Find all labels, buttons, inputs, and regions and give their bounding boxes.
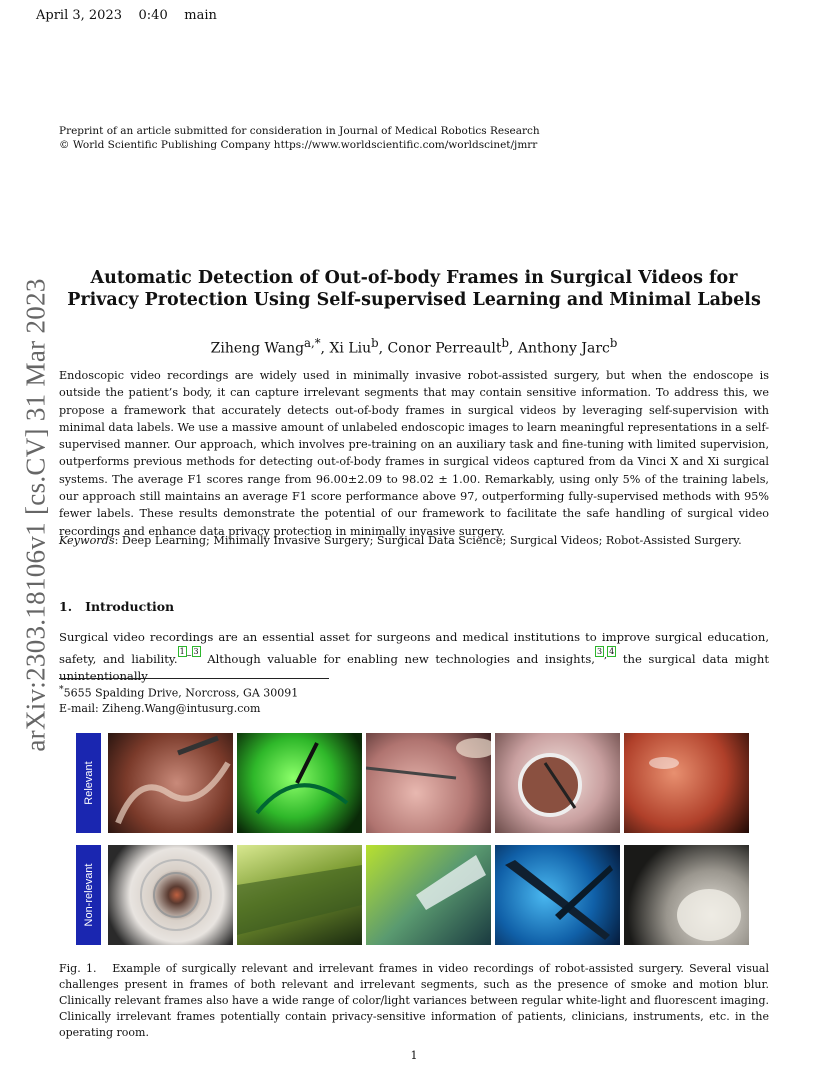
header-date: April 3, 2023 — [36, 8, 122, 23]
frame-image — [495, 845, 620, 945]
caption-text: Example of surgically relevant and irrelevant frames in video recordings of robot-assisted surgery. Several visual challenges present in frames of both relevant and irrelevant segments, such as the presence of smoke and motion blur. Clinically relevant frames also have a wide range of color/light variances between regular white-light and fluorescent imaging. Clinically irrelevant frames potentially contain privacy-sensitive information of patients, clinicians, instruments, etc. in the operating room. — [59, 962, 769, 1039]
footnote-address: 5655 Spalding Drive, Norcross, GA 30091 — [63, 686, 299, 700]
footnote-rule — [59, 678, 329, 679]
intro-paragraph — [59, 629, 769, 685]
citation-link[interactable]: 3 — [596, 647, 603, 656]
author-affiliation: b — [609, 336, 618, 350]
citation-link[interactable]: 3 — [193, 647, 199, 656]
section-number: 1. — [59, 599, 73, 614]
frame-graphic — [495, 845, 620, 945]
running-header — [36, 8, 217, 23]
author-name: Conor Perreault — [387, 340, 502, 357]
frame-image — [108, 733, 233, 833]
frame-graphic — [366, 845, 491, 945]
frame-graphic — [108, 845, 233, 945]
footnote-mark: * — [59, 684, 64, 695]
frame-image — [366, 733, 491, 833]
author-separator: , — [378, 340, 388, 357]
citation-link[interactable]: 4 — [609, 647, 615, 656]
frame-graphic — [624, 733, 749, 833]
keywords — [59, 534, 769, 547]
citation-dash: – — [186, 650, 192, 662]
section-heading — [59, 599, 174, 614]
caption-label: Fig. 1. — [59, 962, 97, 975]
preprint-notice — [59, 124, 540, 152]
author-name: Anthony Jarc — [517, 340, 610, 357]
frame-graphic — [366, 733, 491, 833]
paper-title — [59, 267, 769, 311]
abstract: Endoscopic video recordings are widely used in minimally invasive robot-assisted surgery, but when the endoscope is outside the patient’s body, it can capture irrelevant segments that may contain sensitive information. To address this, we propose a framework that accurately detects out-of-body frames in surgical videos by leveraging self-supervision with minimal data labels. We use a massive amount of unlabeled endoscopic images to learn meaningful representations in a self-supervised manner. Our approach, which involves pre-training on an auxiliary task and fine-tuning with limited supervision, outperforms previous methods for detecting out-of-body frames in surgical videos captured from da Vinci X and Xi surgical systems. The average F1 scores range from 96.00±2.09 to 98.02 ± 1.00. Remarkably, using only 5% of the training labels, our approach still maintains an average F1 score performance above 97, outperforming fully-supervised methods with 95% fewer labels. These results demonstrate the potential of our framework to facilitate the safe handling of surgical video recordings and enhance data privacy protection in minimally invasive surgery. — [59, 369, 769, 538]
frame-graphic — [624, 845, 749, 945]
frame-image — [237, 845, 362, 945]
intro-text: Although valuable for enabling new technologies and insights, — [200, 652, 595, 667]
author-list — [59, 336, 769, 357]
row-label-relevant — [76, 733, 101, 833]
author-separator: , — [508, 340, 518, 357]
title-line-1: Automatic Detection of Out-of-body Frames in Surgical Videos for — [90, 268, 738, 288]
header-branch: main — [184, 8, 217, 23]
preprint-line-1: Preprint of an article submitted for consideration in Journal of Medical Robotics Research — [59, 125, 540, 137]
author-separator: , — [320, 340, 330, 357]
citation-comma: , — [604, 650, 608, 662]
frame-image — [624, 845, 749, 945]
frame-graphic — [237, 845, 362, 945]
author-affiliation: a,* — [304, 336, 321, 350]
intro-text: Surgical video recordings are an essential asset for surgeons and medical institutions to improve surgical education, safety, and liability. — [59, 630, 769, 667]
section-title: Introduction — [85, 599, 175, 614]
frame-image — [237, 733, 362, 833]
header-time: 0:40 — [138, 8, 168, 23]
keywords-label: Keywords — [59, 534, 115, 547]
row-label-text: Non-relevant — [82, 863, 95, 927]
row-label-text: Relevant — [82, 761, 95, 805]
keywords-text: : Deep Learning; Minimally Invasive Surgery; Surgical Data Science; Surgical Videos; Robot-Assisted Surgery. — [114, 534, 742, 547]
figure-caption — [59, 961, 769, 1041]
frame-image — [108, 845, 233, 945]
frame-image — [366, 845, 491, 945]
row-label-non-relevant — [76, 845, 101, 945]
footnote — [59, 682, 298, 716]
footnote-email: E-mail: Ziheng.Wang@intusurg.com — [59, 701, 261, 715]
arxiv-stamp-text: arXiv:2303.18106v1 [cs.CV] 31 Mar 2023 — [20, 278, 51, 752]
figure-1 — [76, 733, 752, 945]
author-affiliation: b — [371, 336, 379, 350]
preprint-line-2: © World Scientific Publishing Company https://www.worldscientific.com/worldscinet/jmrr — [59, 139, 538, 151]
frame-image — [495, 733, 620, 833]
frame-image — [624, 733, 749, 833]
arxiv-stamp — [12, 270, 60, 760]
author-name: Xi Liu — [329, 340, 372, 357]
frame-graphic — [237, 733, 362, 833]
frame-graphic — [108, 733, 233, 833]
page-number: 1 — [410, 1049, 418, 1062]
intro-text: the surgical data might unintentionally — [59, 652, 769, 684]
title-line-2: Privacy Protection Using Self-supervised Learning and Minimal Labels — [67, 290, 761, 310]
author-affiliation: b — [501, 336, 509, 350]
citation-link[interactable]: 1 — [179, 647, 185, 656]
frame-graphic — [495, 733, 620, 833]
author-name: Ziheng Wang — [210, 340, 305, 357]
